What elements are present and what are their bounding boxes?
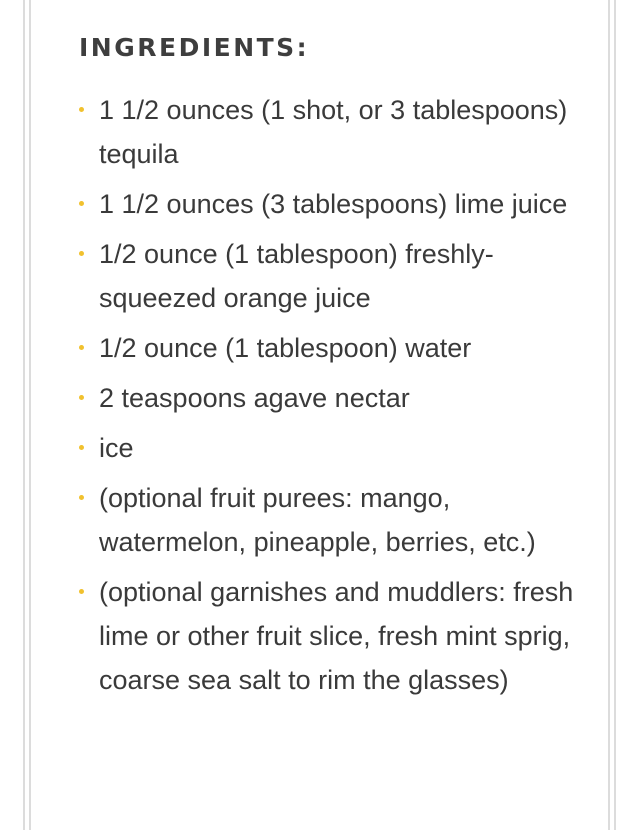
bullet-dot-icon	[79, 251, 84, 256]
bullet-dot-icon	[79, 201, 84, 206]
ingredient-text: 1 1/2 ounces (1 shot, or 3 tablespoons) tequila	[99, 95, 568, 169]
ingredient-text: (optional garnishes and muddlers: fresh lime or other fruit slice, fresh mint sprig, coarse sea salt to rim the glasses)	[99, 577, 574, 695]
right-border-line	[614, 0, 616, 830]
ingredient-text: ice	[99, 433, 134, 463]
ingredient-text: (optional fruit purees: mango, watermelon, pineapple, berries, etc.)	[99, 483, 536, 557]
bullet-dot-icon	[79, 395, 84, 400]
right-border-line	[608, 0, 610, 830]
ingredient-text: 2 teaspoons agave nectar	[99, 383, 410, 413]
list-item	[79, 376, 579, 420]
bullet-dot-icon	[79, 445, 84, 450]
bullet-dot-icon	[79, 345, 84, 350]
list-item	[79, 88, 579, 176]
ingredients-section	[79, 28, 579, 708]
list-item	[79, 232, 579, 320]
bullet-dot-icon	[79, 107, 84, 112]
bullet-dot-icon	[79, 495, 84, 500]
list-item	[79, 570, 579, 702]
ingredient-text: 1/2 ounce (1 tablespoon) water	[99, 333, 472, 363]
bullet-dot-icon	[79, 589, 84, 594]
left-border-line	[29, 0, 31, 830]
ingredients-heading: INGREDIENTS:	[79, 33, 310, 62]
ingredients-list	[79, 88, 579, 702]
list-item	[79, 426, 579, 470]
ingredient-text: 1/2 ounce (1 tablespoon) freshly-squeezed orange juice	[99, 239, 494, 313]
list-item	[79, 326, 579, 370]
list-item	[79, 476, 579, 564]
left-border-line	[23, 0, 25, 830]
ingredient-text: 1 1/2 ounces (3 tablespoons) lime juice	[99, 189, 568, 219]
list-item	[79, 182, 579, 226]
